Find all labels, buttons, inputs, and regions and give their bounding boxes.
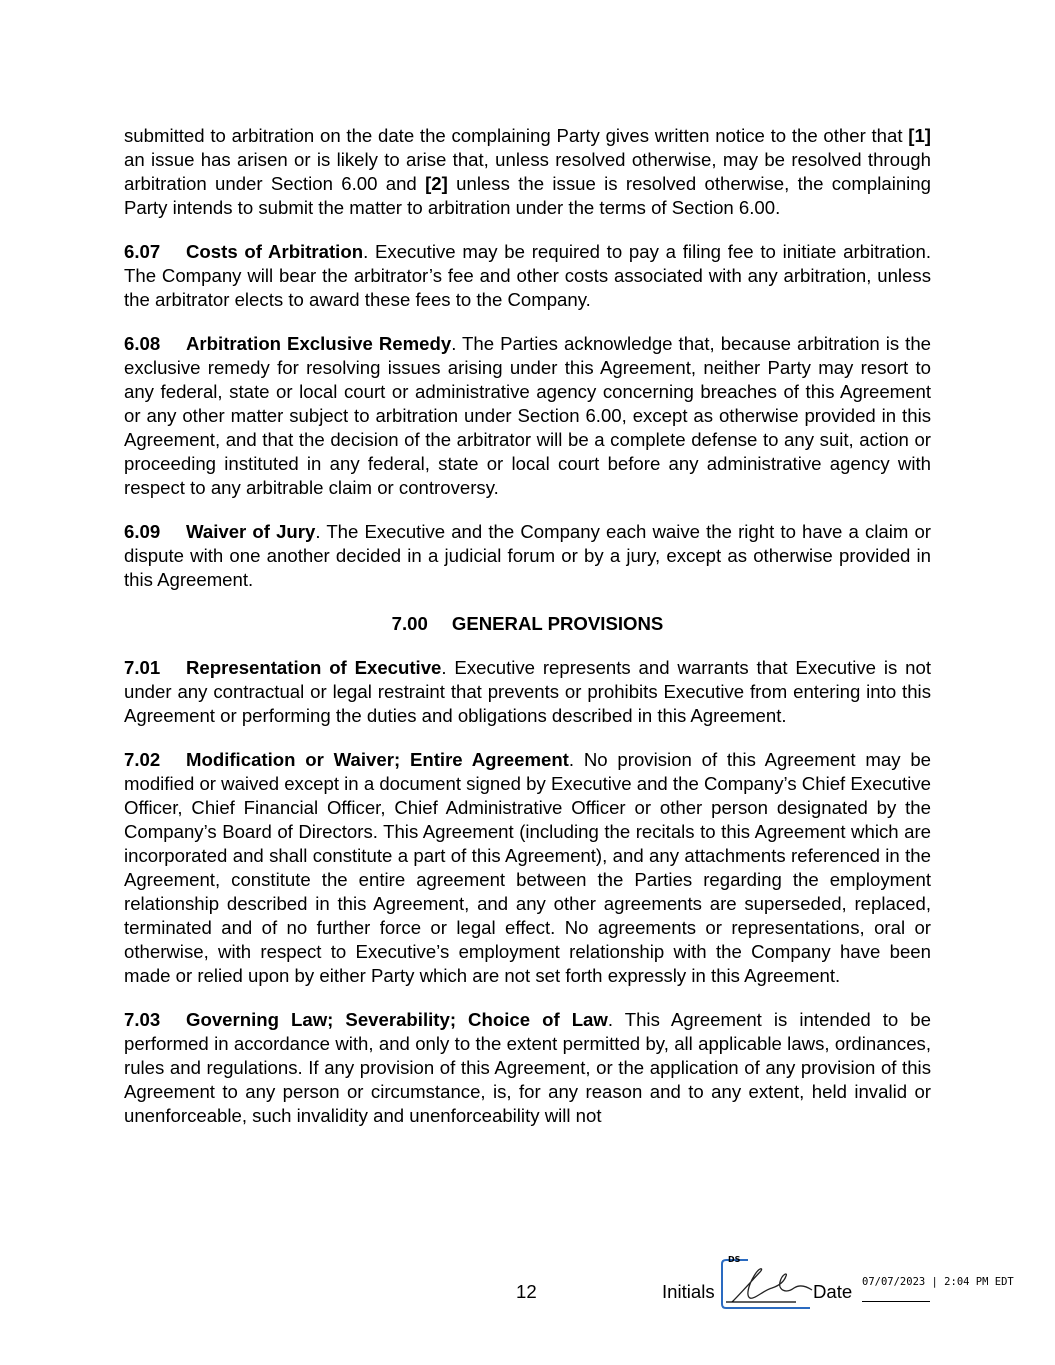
initials-label: Initials: [662, 1281, 715, 1302]
section-number: 6.08: [124, 333, 161, 354]
section-text: . No provision of this Agreement may be modified or waived except in a document signed by Executive and the Company’s Chief Executive Officer, Chief Financial Officer, Chief Administrative Officer or other person designated by the Company’s Board of Directors. This Agreement (including the recitals to this Agreement which are incorporated and shall constitute a part of this Agreement), and any attachments referenced in the Agreement, constitute the entire agreement between the Parties regarding the employment relationship described in this Agreement, and any other agreements are superseded, replaced, terminated and of no further force or legal effect. No agreements or representations, oral or otherwise, with respect to Executive’s employment relationship with the Company have been made or relied upon by either Party which are not set forth expressly in this Agreement.: [124, 749, 931, 986]
document-body: [124, 124, 931, 1148]
date-underline: [862, 1301, 930, 1302]
section-number: 7.02: [124, 749, 161, 770]
section-7-02: [124, 748, 931, 988]
docusign-initials-stamp: [720, 1252, 816, 1310]
section-title: Waiver of Jury: [186, 521, 316, 542]
section-text: . Executive represents and warrants that Executive is not under any contractual or legal restraint that prevents or prohibits Executive from entering into this Agreement or performing the duties and obligations described in this Agreement.: [124, 657, 931, 726]
section-text: . Executive may be required to pay a filing fee to initiate arbitration. The Company will bear the arbitrator’s fee and other costs associated with any arbitration, unless the arbitrator elects to award these fees to the Company.: [124, 241, 931, 310]
signed-date-value: 07/07/2023 | 2:04 PM EDT: [862, 1276, 1014, 1288]
date-label: Date: [813, 1281, 853, 1302]
section-number: 7.03: [124, 1009, 161, 1030]
paragraph-continuation: submitted to arbitration on the date the complaining Party gives written notice to the other that [1] an issue has arisen or is likely to arise that, unless resolved otherwise, may be resolved through arbitration under Section 6.00 and [2] unless the issue is resolved otherwise, the complaining Party intends to submit the matter to arbitration under the terms of Section 6.00.: [124, 125, 931, 218]
page-footer: [0, 1255, 1055, 1342]
section-title: Costs of Arbitration: [186, 241, 364, 262]
section-7-03: [124, 1008, 931, 1128]
article-title: GENERAL PROVISIONS: [451, 613, 664, 634]
section-title: Arbitration Exclusive Remedy: [186, 333, 452, 354]
section-number: 6.09: [124, 521, 161, 542]
section-7-01: [124, 656, 931, 728]
section-title: Governing Law; Severability; Choice of Law: [186, 1009, 608, 1030]
section-text: . The Executive and the Company each waive the right to have a claim or dispute with one another decided in a judicial forum or by a jury, except as otherwise provided in this Agreement.: [124, 521, 931, 590]
section-text: . This Agreement is intended to be performed in accordance with, and only to the extent permitted by, all applicable laws, ordinances, rules and regulations. If any provision of this Agreement, or the application of any provision of this Agreement to any person or circumstance, is, for any reason and to any extent, held invalid or unenforceable, such invalidity and unenforceability will not: [124, 1009, 931, 1126]
section-text: . The Parties acknowledge that, because arbitration is the exclusive remedy for resolving issues arising under this Agreement, neither Party may resort to any federal, state or local court or administrative agency concerning breaches of this Agreement or any other matter subject to arbitration under Section 6.00, except as otherwise provided in this Agreement, and that the decision of the arbitrator will be a complete defense to any suit, action or proceeding instituted in any federal, state or local court before any administrative agency with respect to any arbitrable claim or controversy.: [124, 333, 932, 498]
section-6-09: [124, 520, 931, 592]
ds-label: DS: [728, 1255, 741, 1264]
section-title: Representation of Executive: [186, 657, 442, 678]
article-number: 7.00: [391, 613, 428, 634]
section-6-07: [124, 240, 931, 312]
initials-signature: [732, 1269, 812, 1302]
page-number: 12: [516, 1281, 537, 1302]
section-number: 6.07: [124, 241, 161, 262]
article-heading: [124, 612, 931, 636]
section-6-08: [124, 332, 931, 500]
section-number: 7.01: [124, 657, 161, 678]
section-title: Modification or Waiver; Entire Agreement: [186, 749, 569, 770]
